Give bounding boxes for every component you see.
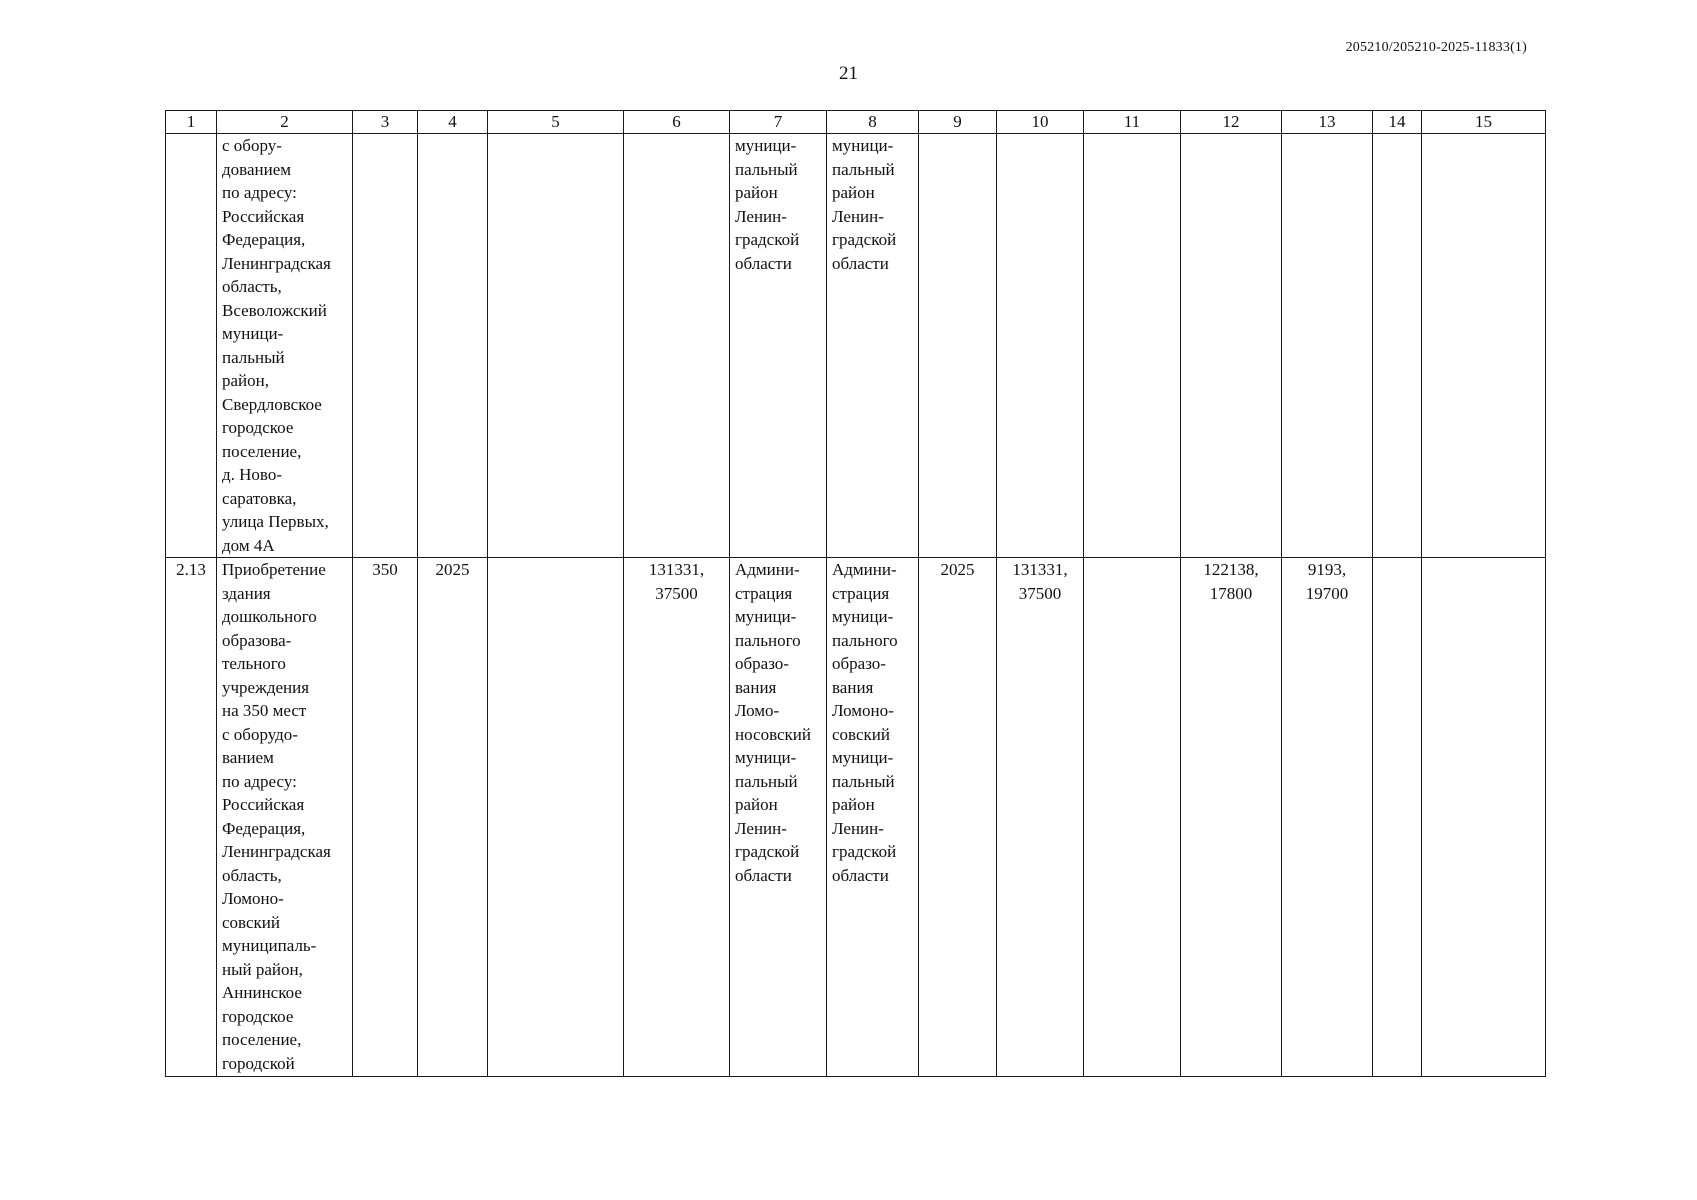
page-number: 21: [839, 63, 858, 84]
column-header-14: 14: [1373, 111, 1422, 134]
table-cell-c4: [418, 134, 488, 558]
column-header-1: 1: [166, 111, 217, 134]
table-cell-c6: [624, 134, 730, 558]
table-cell-c3: [353, 134, 418, 558]
column-header-7: 7: [730, 111, 827, 134]
table-cell-c11: [1084, 558, 1181, 1077]
row-number-cell: [166, 134, 217, 558]
organization-cell-c7: Админи- страция муници- пального образо- вания Ломо- носовский муници- пальный район Ленин- градской области: [730, 558, 827, 1077]
column-header-12: 12: [1181, 111, 1282, 134]
column-header-4: 4: [418, 111, 488, 134]
column-header-2: 2: [217, 111, 353, 134]
table-cell-c11: [1084, 134, 1181, 558]
table-cell-c14: [1373, 134, 1422, 558]
table-cell-c3: 350: [353, 558, 418, 1077]
table-cell-c10: 131331, 37500: [997, 558, 1084, 1077]
column-header-10: 10: [997, 111, 1084, 134]
column-header-3: 3: [353, 111, 418, 134]
data-table: [165, 110, 1546, 1077]
table-row: [166, 558, 1546, 1077]
object-description-cell: с обору- дованием по адресу: Российская Федерация, Ленинградская область, Всеволожский муници- пальный район, Свердловское городское поселение, д. Ново- саратовка, улица Первых, дом 4А: [217, 134, 353, 558]
table-cell-c13: 9193, 19700: [1282, 558, 1373, 1077]
object-description-cell: Приобретение здания дошкольного образова- тельного учреждения на 350 мест с оборудо- ванием по адресу: Российская Федерация, Ленинградская область, Ломоно- совский муниципаль- ный район, Аннинское городское поселение, городской: [217, 558, 353, 1077]
row-number-cell: 2.13: [166, 558, 217, 1077]
table-cell-c12: [1181, 134, 1282, 558]
table-row: [166, 134, 1546, 558]
column-header-13: 13: [1282, 111, 1373, 134]
table-cell-c5: [488, 134, 624, 558]
column-header-11: 11: [1084, 111, 1181, 134]
organization-cell-c7: муници- пальный район Ленин- градской области: [730, 134, 827, 558]
column-header-8: 8: [827, 111, 919, 134]
table-cell-c4: 2025: [418, 558, 488, 1077]
header-row: [166, 111, 1546, 134]
document-number: 205210/205210-2025-11833(1): [1345, 40, 1527, 55]
column-header-15: 15: [1422, 111, 1546, 134]
organization-cell-c8: Админи- страция муници- пального образо- вания Ломоно- совский муници- пальный район Ленин- градской области: [827, 558, 919, 1077]
table-cell-c6: 131331, 37500: [624, 558, 730, 1077]
table-cell-c12: 122138, 17800: [1181, 558, 1282, 1077]
table-cell-c13: [1282, 134, 1373, 558]
organization-cell-c8: муници- пальный район Ленин- градской области: [827, 134, 919, 558]
table-cell-c9: 2025: [919, 558, 997, 1077]
table-cell-c15: [1422, 134, 1546, 558]
column-header-6: 6: [624, 111, 730, 134]
table-cell-c9: [919, 134, 997, 558]
table-cell-c14: [1373, 558, 1422, 1077]
column-header-9: 9: [919, 111, 997, 134]
table-cell-c5: [488, 558, 624, 1077]
table-cell-c15: [1422, 558, 1546, 1077]
table-cell-c10: [997, 134, 1084, 558]
column-header-5: 5: [488, 111, 624, 134]
